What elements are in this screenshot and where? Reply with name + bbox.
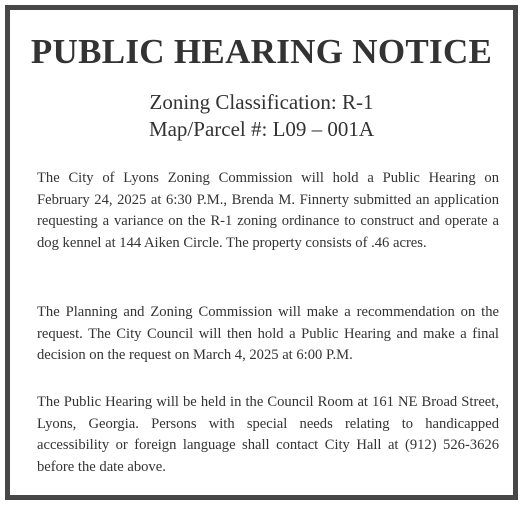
notice-title: PUBLIC HEARING NOTICE <box>30 32 493 71</box>
zoning-classification: Zoning Classification: R-1 <box>149 90 374 114</box>
public-hearing-notice <box>5 5 518 500</box>
notice-paragraph-recommendation: The Planning and Zoning Commission will make a recommendation on the request. The City Council will then hold a Public Hearing and make a final decision on the request on March 4, 2025 at 6:00 P.M. <box>37 304 499 364</box>
notice-paragraph-location: The Public Hearing will be held in the Council Room at 161 NE Broad Street, Lyons, Georgia. Persons with special needs relating to handicapped accessibility or foreign language shall contact City Hall at (912) 526-3626 before the date above. <box>37 394 499 475</box>
map-parcel-number: Map/Parcel #: L09 – 001A <box>148 117 375 141</box>
notice-paragraph-hearing: The City of Lyons Zoning Commission will hold a Public Hearing on February 24, 2025 at 6:30 P.M., Brenda M. Finnerty submitted an application requesting a variance on the R-1 zoning ordinance to construct and operate a dog kennel at 144 Aiken Circle. The property consists of .46 acres. <box>37 170 499 251</box>
